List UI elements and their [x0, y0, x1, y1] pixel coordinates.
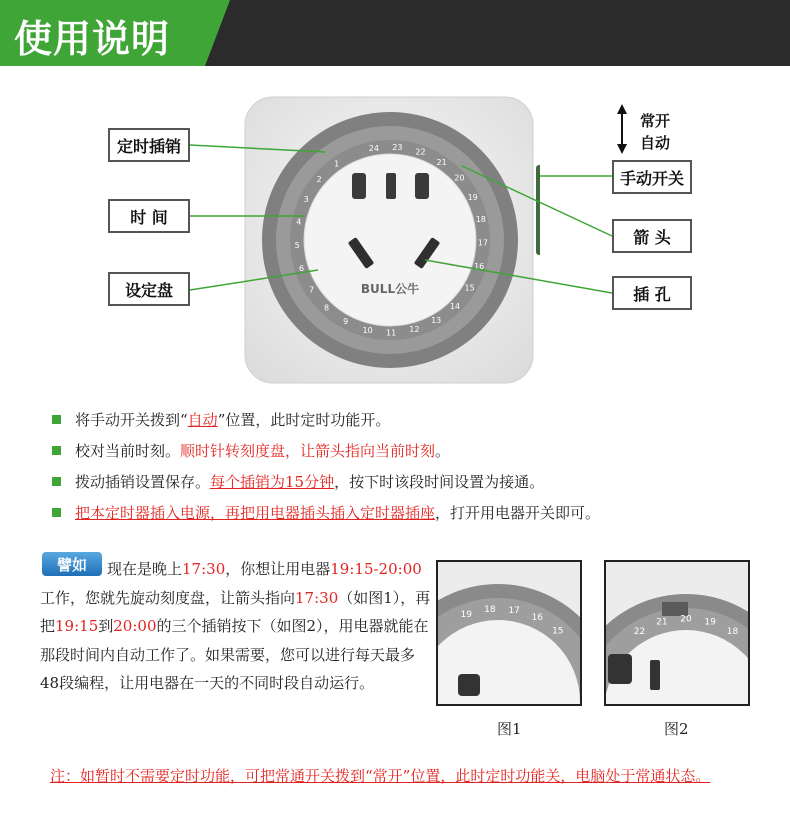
figure-2-caption: 图2	[664, 720, 689, 738]
note-text: 注：如暂时不需要定时功能，可把常通开关拨到“常开”位置，此时定时功能关，电脑处于常通状态。	[50, 767, 711, 785]
figure-2-dial-closeup	[606, 562, 750, 706]
dial-tick-label: 23	[392, 142, 403, 152]
dial-tick-label: 15	[464, 283, 475, 293]
dial-tick-label: 16	[531, 613, 544, 624]
dial-tick-label: 3	[303, 194, 309, 204]
dial-tick-label: 6	[298, 264, 305, 273]
bullet-square-icon	[52, 446, 61, 455]
dial-tick-label: 7	[308, 285, 315, 295]
dial-tick-label: 10	[362, 325, 373, 335]
dial-tick-label: 18	[484, 604, 496, 615]
dial-tick-label: 8	[323, 303, 330, 313]
dial-tick-label: 19	[460, 610, 472, 621]
dial-tick-label: 18	[726, 627, 739, 637]
instruction-item: 校对当前时刻。 顺时针转刻度盘，让箭头指向当前时刻 。	[52, 435, 772, 466]
bullet-square-icon	[52, 415, 61, 424]
dial-tick-label: 1	[334, 159, 340, 169]
dial-tick-label: 4	[296, 217, 302, 227]
example-badge: 譬如	[42, 552, 102, 576]
dial-tick-label: 5	[294, 240, 300, 250]
dial-tick-label: 12	[409, 325, 420, 335]
mode-auto-text: 自动	[640, 134, 671, 152]
example-paragraph: 现在是晚上17:30，你想让用电器19:15-20:00工作，您就先旋动刻度盘，让箭头指向17:30（如图1），再把19:15到20:00的三个插销按下（如图2），用电器就能在那段时间内自动工作了。如果需要，您可以进行每天最多48段编程，让用电器在一天的不同时段自动运行。	[40, 560, 431, 692]
dial-tick-label: 20	[680, 614, 692, 625]
dial-tick-label: 15	[552, 626, 564, 637]
dial-tick-label: 16	[474, 261, 485, 271]
label-timer-pin: 定时插销	[108, 128, 190, 162]
dial-tick-label: 21	[436, 158, 447, 168]
figure-1-caption: 图1	[497, 720, 522, 738]
bullet-square-icon	[52, 477, 61, 486]
label-dial: 设定盘	[108, 272, 190, 306]
mode-on-text: 常开	[640, 112, 671, 130]
figure-1-photo	[436, 560, 582, 706]
bullet-square-icon	[52, 508, 61, 517]
dial-tick-label: 11	[386, 328, 397, 338]
dial-tick-label: 14	[449, 302, 461, 311]
label-arrow: 箭 头	[612, 219, 692, 253]
dial-tick-label: 24	[368, 143, 379, 153]
instruction-item: 将手动开关拨到“ 自动 ”位置，此时定时功能开。	[52, 404, 772, 435]
dial-tick-label: 22	[415, 147, 426, 157]
label-manual-switch: 手动开关	[612, 160, 692, 194]
instruction-list	[52, 404, 772, 528]
dial-tick-label: 18	[475, 215, 486, 225]
figure-1-dial-closeup	[438, 562, 582, 706]
dial-tick-label: 13	[431, 316, 442, 326]
dial-tick-label: 9	[343, 317, 349, 327]
dial-tick-label: 20	[454, 173, 465, 183]
label-time: 时 间	[108, 199, 190, 233]
dial-tick-label: 17	[508, 605, 520, 616]
label-socket: 插 孔	[612, 276, 692, 310]
instruction-item: 把本定时器插入电源，再把用电器插头插入定时器插座 ，打开用电器开关即可。	[52, 497, 772, 528]
mode-indicator	[612, 110, 670, 154]
dial-tick-label: 19	[467, 193, 478, 202]
dial-tick-label: 2	[316, 175, 322, 185]
dial-tick-label: 21	[656, 617, 668, 628]
instruction-item: 拨动插销设置保存。 每个插销为15分钟 ，按下时该段时间设置为接通。	[52, 466, 772, 497]
dial-tick-label: 22	[633, 627, 646, 637]
figure-2-photo	[604, 560, 750, 706]
page-title: 使用说明	[14, 17, 171, 61]
brand-logo-text: BULL公牛	[360, 282, 420, 296]
dial-tick-label: 17	[477, 238, 488, 248]
dial-tick-label: 19	[704, 617, 716, 628]
